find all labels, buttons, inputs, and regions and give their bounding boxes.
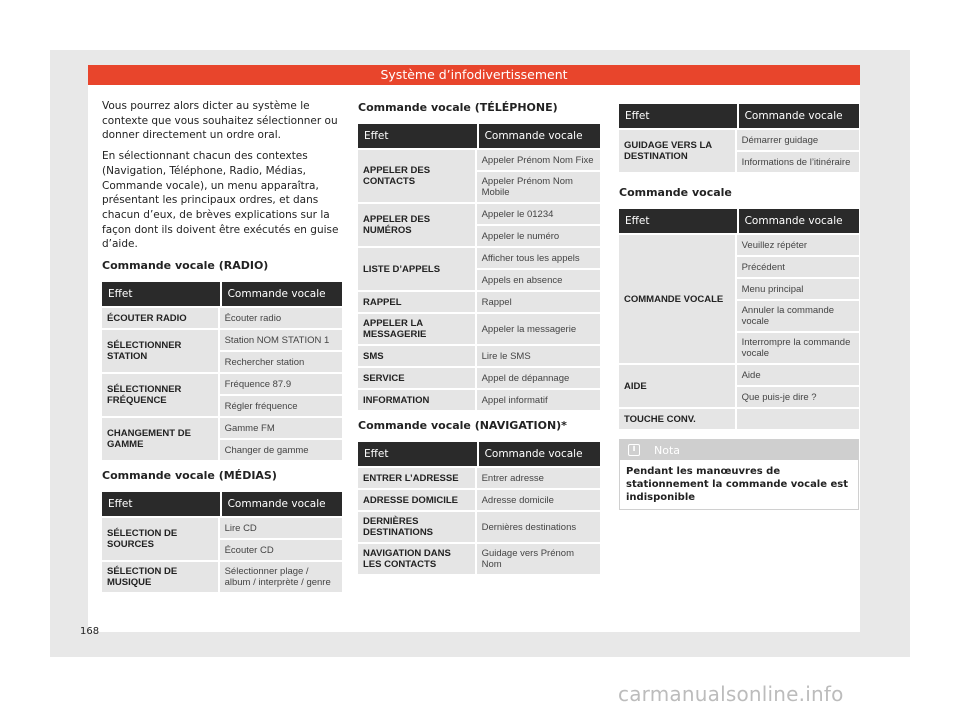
command-cell: Aide: [737, 365, 859, 385]
command-cell: Veuillez répéter: [737, 235, 859, 255]
command-cell: Interrompre la commande vocale: [737, 333, 859, 363]
column-middle: [358, 99, 600, 582]
command-cell: Menu principal: [737, 279, 859, 299]
table-row: [102, 330, 342, 350]
column-header-commande: Commande vocale: [220, 492, 342, 516]
command-cell: Appel informatif: [477, 390, 600, 410]
command-cell: Appeler Prénom Nom Fixe: [477, 150, 600, 170]
effet-cell: GUIDAGE VERS LA DESTINATION: [619, 130, 737, 172]
table-row: [358, 346, 600, 366]
effet-cell: TOUCHE CONV.: [619, 409, 737, 429]
effet-cell: ÉCOUTER RADIO: [102, 308, 220, 328]
command-cell: Annuler la commande vocale: [737, 301, 859, 331]
effet-cell: APPELER DES NUMÉROS: [358, 204, 477, 246]
command-cell: Changer de gamme: [220, 440, 342, 460]
command-cell: Sélectionner plage / album / interprète / genre: [220, 562, 342, 592]
effet-cell: SMS: [358, 346, 477, 366]
command-cell: Appel de dépannage: [477, 368, 600, 388]
navigation-table: [358, 440, 600, 576]
command-cell: [737, 409, 859, 429]
commande-table: [619, 207, 859, 431]
command-cell: Guidage vers Prénom Nom: [477, 544, 600, 574]
table-row: [102, 418, 342, 438]
column-header-commande: Commande vocale: [737, 209, 859, 233]
note-box: [619, 439, 859, 510]
command-cell: Que puis-je dire ?: [737, 387, 859, 407]
command-cell: Rappel: [477, 292, 600, 312]
note-header: [620, 440, 858, 460]
effet-cell: COMMANDE VOCALE: [619, 235, 737, 363]
telephone-table: [358, 122, 600, 412]
command-cell: Adresse domicile: [477, 490, 600, 510]
command-cell: Dernières destinations: [477, 512, 600, 542]
info-icon: i: [628, 444, 640, 456]
command-cell: Régler fréquence: [220, 396, 342, 416]
column-header-effet: Effet: [358, 442, 477, 466]
page-number: 168: [80, 626, 100, 637]
intro-paragraph-1: Vous pourrez alors dicter au système le contexte que vous souhaitez sélectionner ou donner directement un ordre oral.: [102, 100, 338, 142]
commande-title: Commande vocale: [619, 186, 732, 199]
radio-title: Commande vocale (RADIO): [102, 259, 269, 273]
command-cell: Appeler le numéro: [477, 226, 600, 246]
command-cell: Écouter radio: [220, 308, 342, 328]
effet-cell: INFORMATION: [358, 390, 477, 410]
command-cell: Lire le SMS: [477, 346, 600, 366]
effet-cell: SERVICE: [358, 368, 477, 388]
telephone-title: Commande vocale (TÉLÉPHONE): [358, 101, 558, 114]
table-row: [619, 409, 859, 429]
column-right: [619, 102, 859, 510]
effet-cell: LISTE D’APPELS: [358, 248, 477, 290]
effet-cell: APPELER DES CONTACTS: [358, 150, 477, 202]
column-header-commande: Commande vocale: [477, 124, 600, 148]
table-row: [358, 468, 600, 488]
effet-cell: DERNIÈRES DESTINATIONS: [358, 512, 477, 542]
effet-cell: NAVIGATION DANS LES CONTACTS: [358, 544, 477, 574]
column-left: [102, 99, 342, 600]
command-cell: Entrer adresse: [477, 468, 600, 488]
note-text: Pendant les manœuvres de stationnement la commande vocale est indisponible: [626, 466, 849, 503]
guidage-table: [619, 102, 859, 174]
effet-cell: RAPPEL: [358, 292, 477, 312]
command-cell: Appeler la messagerie: [477, 314, 600, 344]
table-row: [358, 314, 600, 344]
effet-cell: AIDE: [619, 365, 737, 407]
navigation-title: Commande vocale (NAVIGATION)*: [358, 419, 567, 432]
column-header-effet: Effet: [102, 282, 220, 306]
table-row: [358, 204, 600, 224]
table-row: [102, 308, 342, 328]
note-label: Nota: [654, 443, 681, 457]
effet-cell: SÉLECTIONNER STATION: [102, 330, 220, 372]
table-row: [358, 292, 600, 312]
table-row: [619, 235, 859, 255]
command-cell: Informations de l’itinéraire: [737, 152, 859, 172]
command-cell: Station NOM STATION 1: [220, 330, 342, 350]
table-row: [358, 368, 600, 388]
effet-cell: SÉLECTION DE SOURCES: [102, 518, 220, 560]
command-cell: Écouter CD: [220, 540, 342, 560]
column-header-effet: Effet: [102, 492, 220, 516]
table-row: [102, 374, 342, 394]
command-cell: Appeler le 01234: [477, 204, 600, 224]
table-row: [358, 150, 600, 170]
radio-table: [102, 280, 342, 462]
intro-paragraph-2: En sélectionnant chacun des contextes (Navigation, Téléphone, Radio, Médias, Commande vocale), un menu apparaîtra, présentant les principaux ordres, et dans chacun d’eux, de brèves explications sur la façon dont ils doivent être exécutés en guise d’aide.: [102, 150, 339, 251]
watermark: carmanualsonline.info: [618, 682, 844, 706]
column-header-commande: Commande vocale: [477, 442, 600, 466]
table-row: [358, 248, 600, 268]
table-row: [358, 544, 600, 574]
table-row: [102, 562, 342, 592]
effet-cell: ADRESSE DOMICILE: [358, 490, 477, 510]
table-row: [619, 365, 859, 385]
medias-table: [102, 490, 342, 594]
command-cell: Fréquence 87.9: [220, 374, 342, 394]
command-cell: Gamme FM: [220, 418, 342, 438]
column-header-effet: Effet: [358, 124, 477, 148]
section-header: Système d’infodivertissement: [88, 65, 860, 85]
table-row: [102, 518, 342, 538]
command-cell: Appeler Prénom Nom Mobile: [477, 172, 600, 202]
column-header-effet: Effet: [619, 104, 737, 128]
effet-cell: APPELER LA MESSAGERIE: [358, 314, 477, 344]
command-cell: Lire CD: [220, 518, 342, 538]
command-cell: Appels en absence: [477, 270, 600, 290]
effet-cell: CHANGEMENT DE GAMME: [102, 418, 220, 460]
effet-cell: SÉLECTION DE MUSIQUE: [102, 562, 220, 592]
table-row: [358, 390, 600, 410]
command-cell: Démarrer guidage: [737, 130, 859, 150]
command-cell: Rechercher station: [220, 352, 342, 372]
column-header-commande: Commande vocale: [220, 282, 342, 306]
column-header-commande: Commande vocale: [737, 104, 859, 128]
effet-cell: SÉLECTIONNER FRÉQUENCE: [102, 374, 220, 416]
command-cell: Précédent: [737, 257, 859, 277]
column-header-effet: Effet: [619, 209, 737, 233]
effet-cell: ENTRER L’ADRESSE: [358, 468, 477, 488]
table-row: [358, 490, 600, 510]
command-cell: Afficher tous les appels: [477, 248, 600, 268]
table-row: [358, 512, 600, 542]
table-row: [619, 130, 859, 150]
medias-title: Commande vocale (MÉDIAS): [102, 469, 277, 483]
